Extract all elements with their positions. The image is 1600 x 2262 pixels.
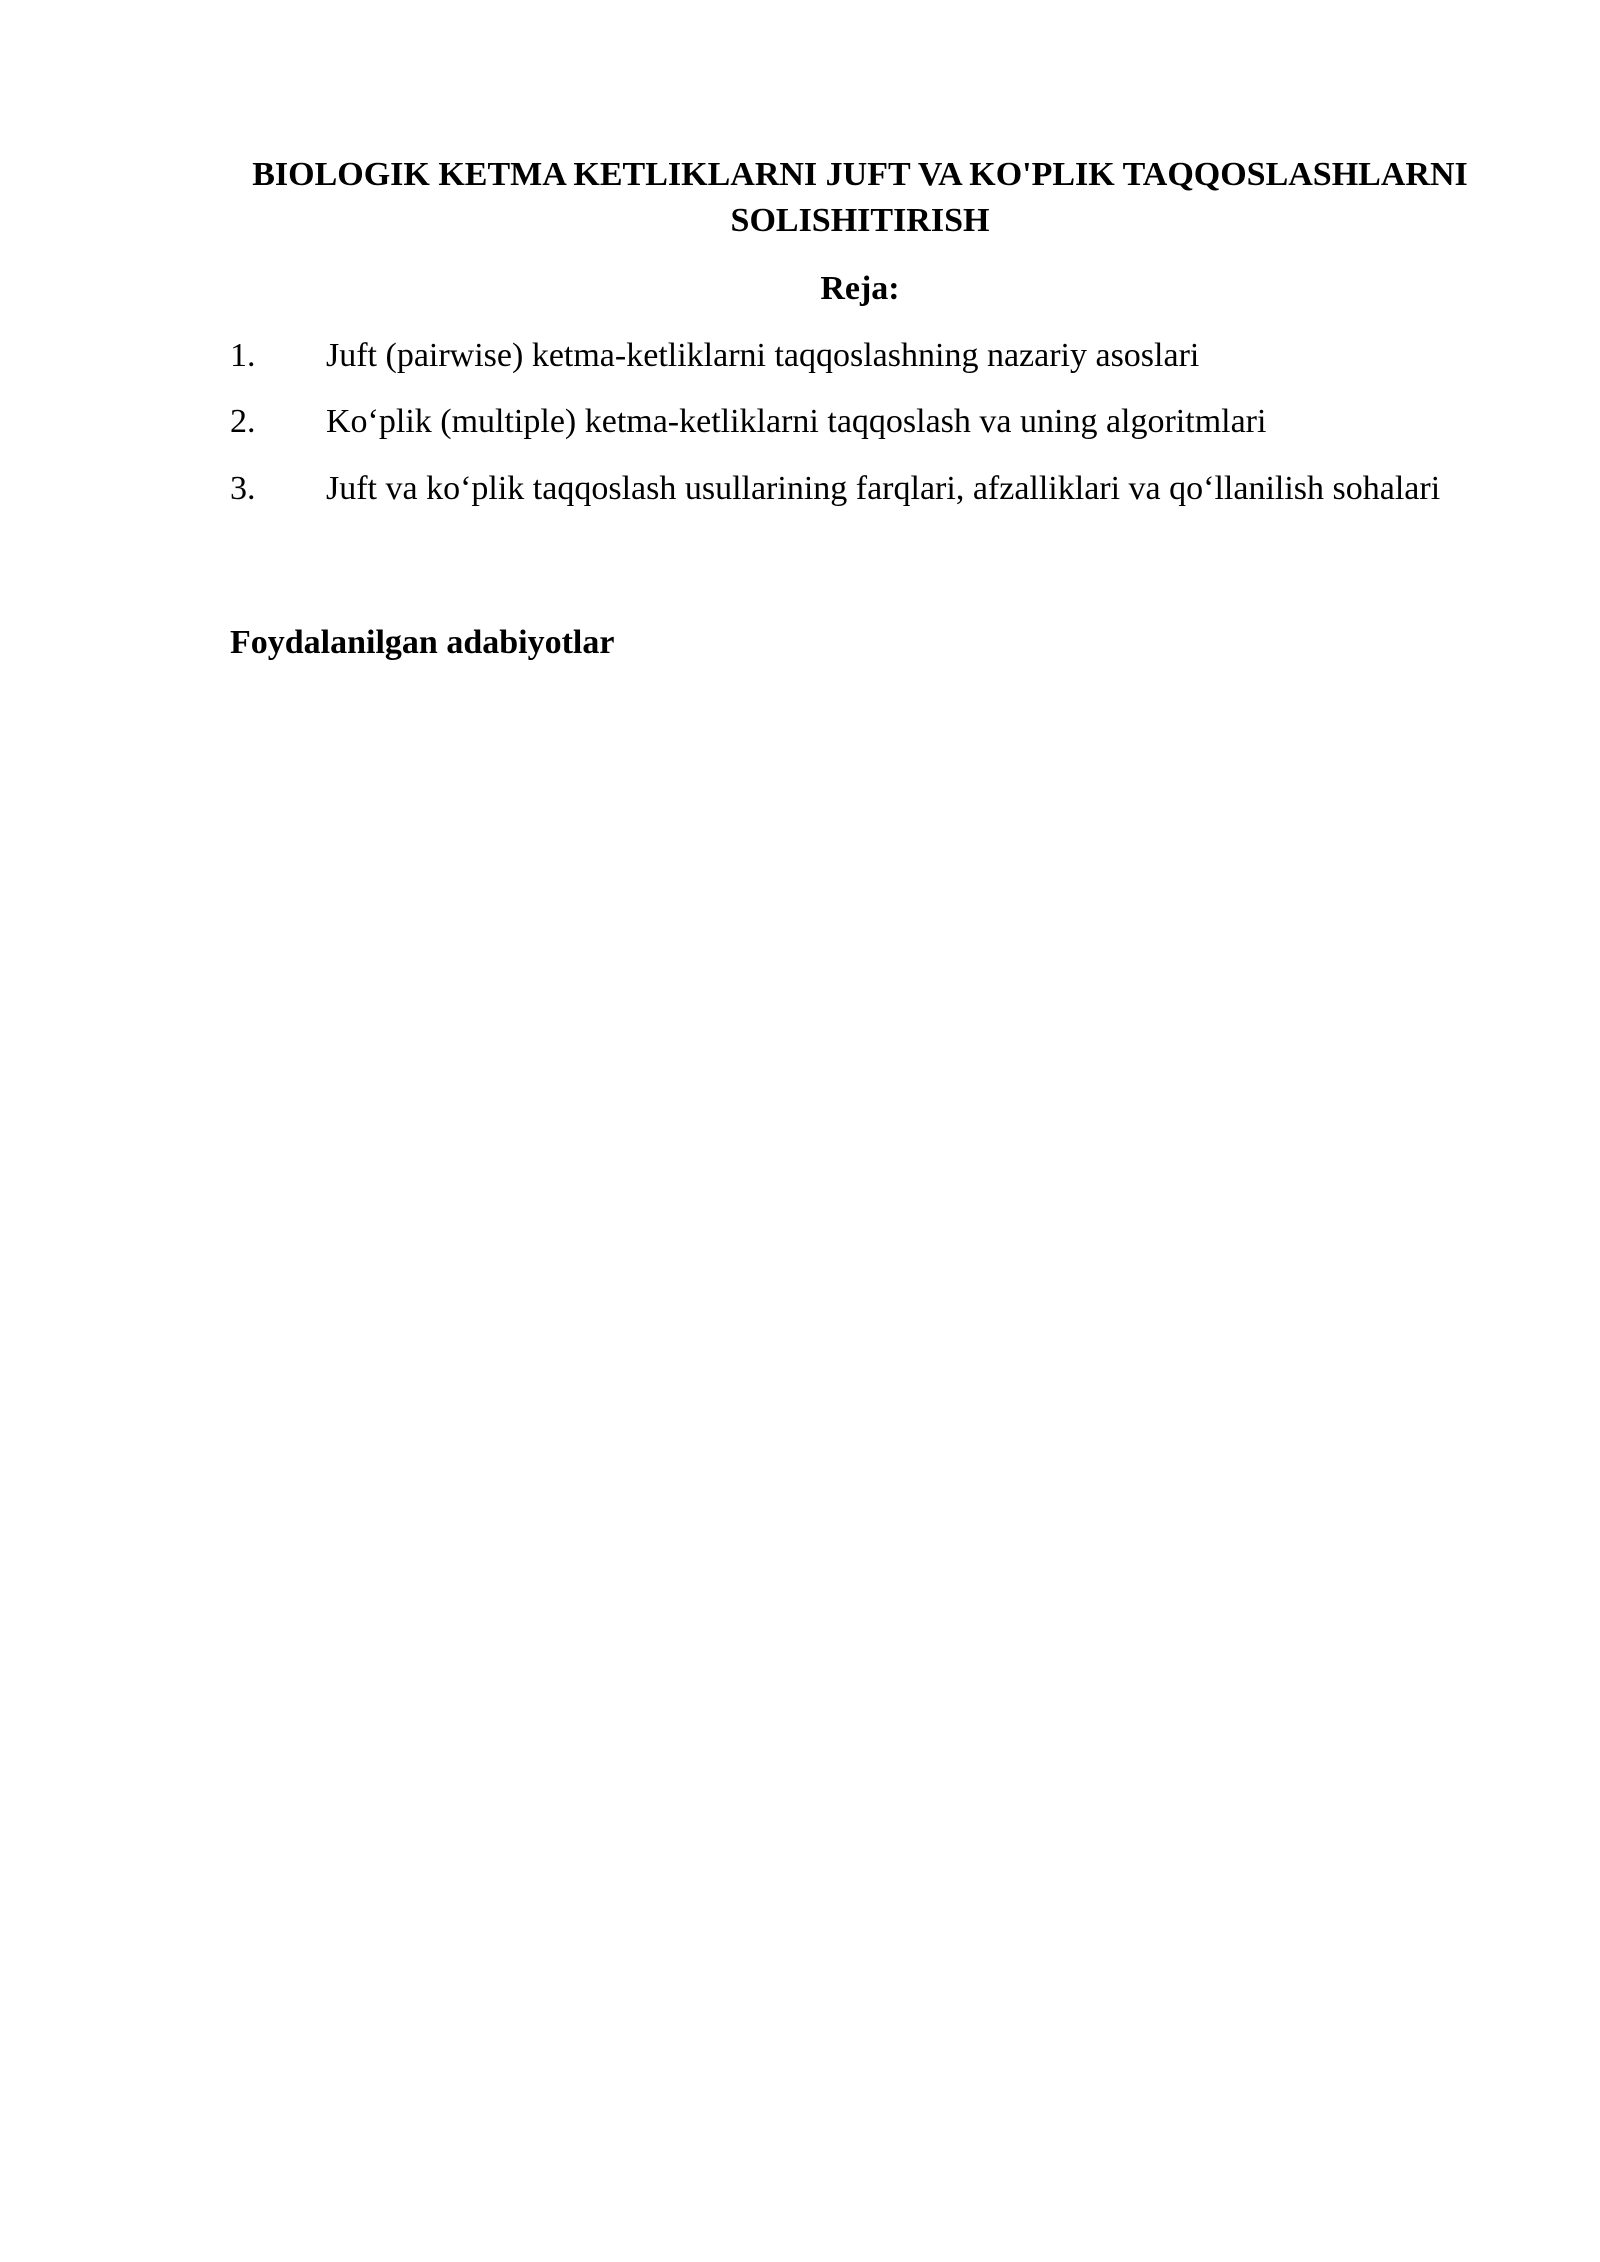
plan-item xyxy=(230,465,1493,512)
document-title: BIOLOGIK KETMA KETLIKLARNI JUFT VA KO'PLIK TAQQOSLASHLARNI SOLISHITIRISH xyxy=(252,156,1468,239)
plan-list xyxy=(230,333,1493,532)
plan-heading: Reja: xyxy=(820,270,900,307)
plan-item-number: 1. xyxy=(230,337,256,374)
plan-item-text: Juft (pairwise) ketma-ketliklarni taqqoslashning nazariy asoslari xyxy=(326,337,1200,374)
plan-item-number: 3. xyxy=(230,470,256,507)
plan-item-text: Juft va ko‘plik taqqoslash usullarining farqlari, afzalliklari va qo‘llanilish sohalari xyxy=(326,470,1441,507)
references-heading: Foydalanilgan adabiyotlar xyxy=(230,624,615,661)
plan-item xyxy=(230,399,1493,445)
plan-item xyxy=(230,333,1493,379)
plan-item-number: 2. xyxy=(230,403,256,440)
plan-item-text: Ko‘plik (multiple) ketma-ketliklarni taqqoslash va uning algoritmlari xyxy=(326,403,1267,440)
